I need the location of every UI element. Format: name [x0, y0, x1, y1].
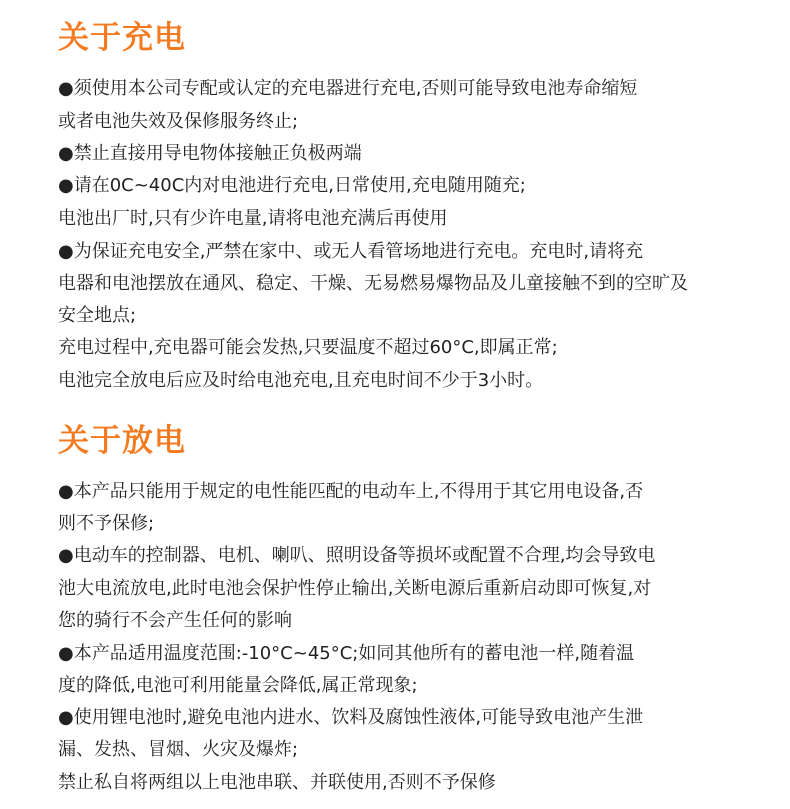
charging-heading: 关于充电	[58, 20, 186, 56]
discharging-heading: 关于放电	[58, 423, 186, 459]
discharging-line-10: 禁止私自将两组以上电池串联、并联使用,否则不予保修	[58, 772, 496, 793]
discharging-line-8: ●使用锂电池时,避免电池内进水、饮料及腐蚀性液体,可能导致电池产生泄	[58, 707, 644, 728]
discharging-line-6: ●本产品适用温度范围:-10°C~45°C;如同其他所有的蓄电池一样,随着温	[58, 643, 635, 664]
charging-line-1: ●须使用本公司专配或认定的充电器进行充电,否则可能导致电池寿命缩短	[58, 78, 638, 99]
charging-line-3: ●禁止直接用导电物体接触正负极两端	[58, 143, 362, 164]
discharging-line-7: 度的降低,电池可利用能量会降低,属正常现象;	[58, 675, 418, 696]
charging-line-4: ●请在0C~40C内对电池进行充电,日常使用,充电随用随充;	[58, 175, 526, 196]
charging-line-5: 电池出厂时,只有少许电量,请将电池充满后再使用	[58, 208, 448, 229]
charging-line-8: 安全地点;	[58, 305, 137, 326]
discharging-line-1: ●本产品只能用于规定的电性能匹配的电动车上,不得用于其它用电设备,否	[58, 481, 644, 502]
discharging-line-3: ●电动车的控制器、电机、喇叭、照明设备等损坏或配置不合理,均会导致电	[58, 545, 656, 566]
discharging-line-9: 漏、发热、冒烟、火灾及爆炸;	[58, 739, 299, 760]
charging-line-2: 或者电池失效及保修服务终止;	[58, 111, 299, 132]
discharging-line-5: 您的骑行不会产生任何的影响	[58, 610, 292, 631]
charging-line-10: 电池完全放电后应及时给电池充电,且充电时间不少于3小时。	[58, 370, 544, 391]
charging-line-6: ●为保证充电安全,严禁在家中、或无人看管场地进行充电。充电时,请将充	[58, 241, 644, 262]
charging-line-9: 充电过程中,充电器可能会发热,只要温度不超过60°C,即属正常;	[58, 337, 558, 358]
charging-line-7: 电器和电池摆放在通风、稳定、干燥、无易燃易爆物品及儿童接触不到的空旷及	[58, 273, 688, 294]
discharging-line-2: 则不予保修;	[58, 513, 155, 534]
discharging-line-4: 池大电流放电,此时电池会保护性停止输出,关断电源后重新启动即可恢复,对	[58, 578, 652, 599]
